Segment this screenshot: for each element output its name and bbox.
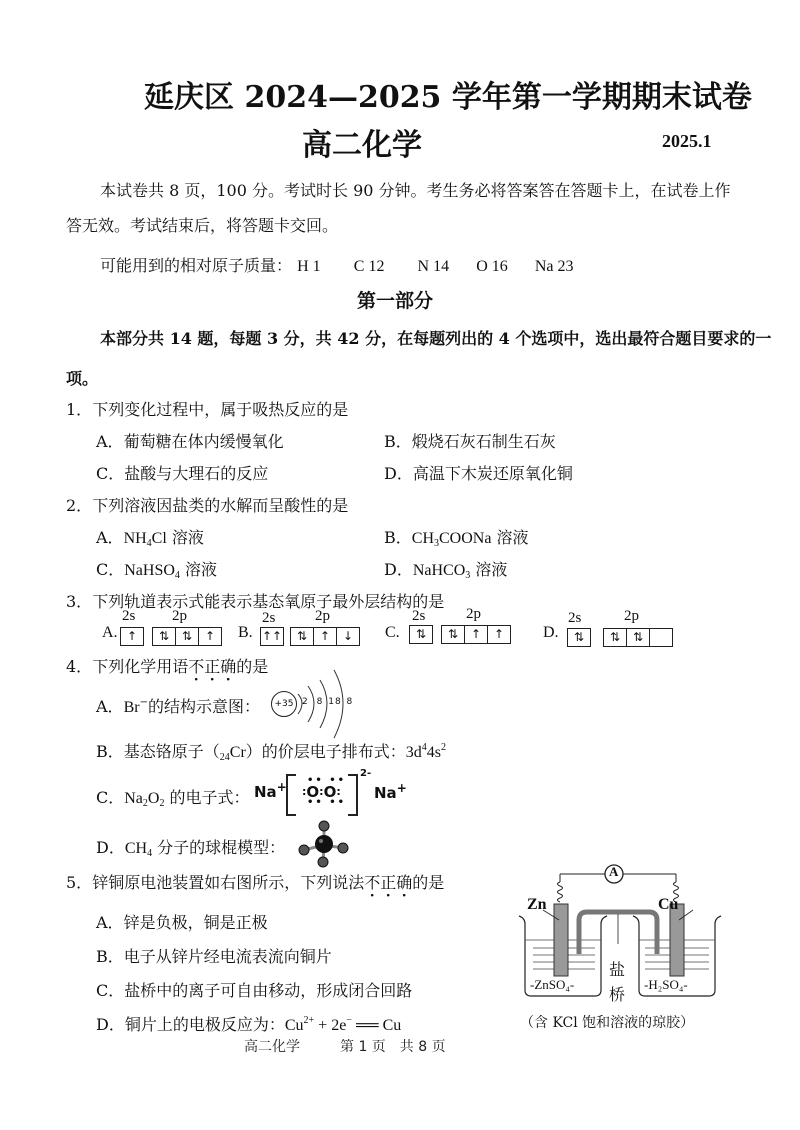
question-stem: 锌铜原电池装置如右图所示，下列说法: [92, 873, 365, 892]
electron-dots-bottom: •• ••: [307, 797, 347, 808]
formula: Cl: [151, 530, 167, 547]
cation-right: [374, 781, 407, 802]
shell-count: 8: [316, 697, 324, 707]
orbital-box: ↑: [126, 629, 138, 643]
q2-option-c[interactable]: [96, 557, 217, 580]
cation-charge: +: [396, 781, 407, 795]
orbital-box: ↓: [342, 629, 354, 643]
element-symbol: Cr: [229, 744, 246, 761]
emphasis-char: 确: [220, 657, 237, 676]
left-solution-label: -ZnSO₄-: [530, 977, 575, 992]
question-stem: 的是: [236, 657, 269, 676]
equation: Cu: [284, 1017, 304, 1034]
option-text: 盐酸与大理石的反应: [124, 464, 269, 483]
emphasis-char: 不: [188, 657, 205, 676]
atomic-mass-h: H 1: [297, 258, 321, 275]
instructions-line-1: 本试卷共 8 页，100 分。考试时长 90 分钟。考生务必将答案答在答题卡上，在试卷上作: [100, 181, 731, 200]
option-letter: A．: [96, 528, 124, 547]
option-letter: C．: [96, 981, 125, 1000]
peroxide-ion: :O:O:: [302, 783, 341, 801]
option-letter: D．: [384, 560, 413, 579]
atomic-mass-o: O 16: [476, 258, 508, 275]
emphasis-char: 不: [364, 873, 381, 892]
orbital-box: ⇅: [153, 628, 176, 645]
subscript: 24: [219, 752, 230, 763]
question-number: 2．: [66, 496, 93, 515]
footer-page-number: 第 1 页 共 8 页: [340, 1039, 446, 1055]
subscript: 4: [146, 538, 152, 549]
option-text: 高温下木炭还原氧化铜: [412, 464, 573, 483]
option-letter: D．: [96, 1015, 125, 1034]
orbital-label-2s: 2s: [412, 608, 426, 624]
ch4-ball-stick-model-icon: [298, 820, 350, 868]
superscript: 4: [421, 742, 427, 753]
orbital-box: ⇅: [573, 630, 585, 644]
oxygen-atom: O: [323, 783, 337, 801]
orbital-label-2s: 2s: [262, 610, 276, 626]
option-letter: B．: [384, 432, 412, 451]
orbital-2p-boxes: [441, 625, 511, 644]
superscript: −: [346, 1015, 352, 1026]
option-letter: B．: [384, 528, 412, 547]
orbital-box: ↑↑: [261, 629, 283, 643]
q1-option-d[interactable]: [384, 461, 573, 484]
equation: ══ Cu: [351, 1017, 402, 1034]
option-text: 盐桥中的离子可自由移动，形成闭合回路: [124, 981, 413, 1000]
orbital-2p-boxes: [290, 627, 360, 646]
superscript: −: [139, 697, 148, 708]
formula: Na: [124, 790, 143, 807]
ion-charge: 2-: [360, 768, 372, 779]
atomic-mass-na: Na 23: [534, 258, 574, 275]
orbital-label-2s: 2s: [122, 608, 136, 624]
formula: NaHSO: [124, 562, 175, 579]
cation-symbol: Na: [254, 783, 277, 801]
shell-count: 2: [302, 697, 309, 707]
zinc-electrode-label: Zn: [527, 896, 547, 913]
orbital-box: ⇅: [604, 629, 627, 646]
q2-option-a[interactable]: [96, 525, 204, 548]
orbital-box: ↑: [465, 626, 488, 643]
config: 4s: [426, 744, 442, 761]
orbital-box: ⇅: [291, 628, 314, 645]
option-letter: C.: [385, 624, 400, 641]
question-number: 4．: [66, 657, 93, 676]
formula: NH: [123, 530, 147, 547]
orbital-label-2s: 2s: [568, 610, 582, 626]
option-letter: A．: [96, 697, 124, 716]
option-text: 的结构示意图：: [147, 697, 260, 716]
exam-date: 2025.1: [662, 131, 712, 151]
option-text: 溶液: [470, 560, 508, 579]
config: 3d: [405, 744, 422, 761]
orbital-2s-boxes: [409, 625, 433, 644]
formula: O: [147, 790, 160, 807]
formula: COONa: [439, 530, 492, 547]
equation: + 2e: [314, 1017, 347, 1034]
option-text: 铜片上的电极反应为：: [124, 1015, 285, 1034]
figure-caption: （含 KCl 饱和溶液的琼胶）: [520, 1015, 695, 1031]
ion-symbol: Br: [123, 699, 140, 716]
orbital-label-2p: 2p: [172, 608, 187, 624]
option-letter: D．: [384, 464, 413, 483]
orbital-box: ↑: [493, 627, 505, 641]
option-letter: D．: [96, 838, 125, 857]
question-stem: 的是: [412, 873, 445, 892]
subscript: 3: [434, 538, 439, 549]
subscript: 2: [142, 798, 148, 809]
orbital-2s-boxes: [260, 627, 284, 646]
q2-option-b[interactable]: [384, 525, 529, 548]
option-letter: A.: [102, 624, 118, 641]
orbital-2p-boxes: [603, 628, 673, 647]
q2-option-d[interactable]: [384, 557, 507, 580]
right-solution-label: -H₂SO₄-: [644, 977, 688, 992]
nucleus-charge: +35: [274, 699, 294, 709]
option-text: 葡萄糖在体内缓慢氧化: [123, 432, 284, 451]
subscript: 3: [465, 570, 471, 581]
shell-count: 18: [328, 697, 342, 707]
atomic-mass-n: N 14: [417, 258, 450, 275]
q4-option-d[interactable]: [96, 835, 285, 858]
option-letter: B．: [96, 742, 124, 761]
salt-bridge-label-1: 盐: [609, 960, 626, 979]
q4-option-a[interactable]: [96, 694, 260, 717]
orbital-box: ⇅: [627, 629, 650, 646]
part-heading: 第一部分: [357, 290, 434, 312]
orbital-box: ↑: [204, 629, 216, 643]
formula: CH: [124, 840, 148, 857]
subscript: 4: [174, 570, 180, 581]
q4-option-b[interactable]: [96, 739, 446, 762]
atomic-mass-line: [100, 253, 574, 276]
atomic-mass-c: C 12: [353, 258, 385, 275]
orbital-box: ⇅: [176, 628, 199, 645]
orbital-label-2p: 2p: [624, 608, 639, 624]
right-bracket: [348, 774, 358, 816]
subscript: 4: [147, 848, 153, 859]
question-stem: 下列轨道表示式能表示基态氧原子最外层结构的是: [92, 592, 445, 611]
formula: CH: [411, 530, 434, 547]
oxygen-atom: O: [306, 783, 320, 801]
orbital-box: [650, 629, 672, 646]
orbital-box: ↑: [314, 628, 337, 645]
question-number: 1．: [66, 400, 93, 419]
option-letter: B．: [96, 947, 124, 966]
shell-electrons: [302, 697, 353, 707]
superscript: 2: [441, 742, 447, 753]
left-bracket: [286, 774, 296, 816]
option-text: 的电子式：: [164, 788, 250, 807]
orbital-label-2p: 2p: [315, 608, 330, 624]
q1-option-c[interactable]: [96, 461, 268, 484]
atomic-mass-label: 可能用到的相对原子质量：: [100, 256, 293, 275]
footer-subject: 高二化学: [244, 1039, 300, 1055]
q5-option-b[interactable]: [96, 944, 332, 967]
formula: NaHCO: [412, 562, 466, 579]
question-2: [66, 493, 348, 516]
question-1: [66, 397, 348, 420]
orbital-box: ⇅: [415, 627, 427, 641]
emphasis-char: 正: [380, 873, 397, 892]
orbital-2s-boxes: [120, 627, 144, 646]
cation-symbol: Na: [374, 784, 397, 802]
option-letter: C．: [96, 788, 125, 807]
option-text: ）的价层电子排布式：: [245, 742, 406, 761]
electron-dots-top: •• ••: [307, 775, 347, 786]
option-letter: A．: [96, 913, 124, 932]
subscript: 2: [159, 798, 165, 809]
cation-charge: +: [276, 780, 287, 794]
emphasis-char: 确: [396, 873, 413, 892]
option-text: 电子从锌片经电流表流向铜片: [123, 947, 332, 966]
question-5: [66, 870, 444, 893]
question-number: 3．: [66, 592, 93, 611]
orbital-label-2p: 2p: [466, 606, 481, 622]
q5-option-d[interactable]: [96, 1012, 401, 1035]
option-letter: A．: [96, 432, 124, 451]
cation-left: [254, 780, 287, 801]
option-text: 锌是负极，铜是正极: [123, 913, 268, 932]
exam-title: 延庆区 2024—2025 学年第一学期期末试卷: [144, 80, 752, 115]
q4-option-c[interactable]: [96, 785, 250, 808]
part-intro-line-2: 项。: [66, 369, 99, 388]
superscript: 2+: [303, 1015, 315, 1026]
copper-electrode-label: Cu: [658, 896, 679, 913]
option-letter: C．: [96, 464, 125, 483]
option-letter: D.: [543, 624, 559, 641]
q1-option-a[interactable]: [96, 429, 284, 452]
salt-bridge-label-2: 桥: [609, 985, 626, 1004]
option-text: 溶液: [179, 560, 218, 579]
q5-option-c[interactable]: [96, 978, 412, 1001]
instructions-line-2: 答无效。考试结束后，将答题卡交回。: [66, 216, 339, 235]
question-stem: 下列变化过程中，属于吸热反应的是: [92, 400, 349, 419]
option-letter: B.: [238, 624, 253, 641]
shell-count: 8: [346, 697, 354, 707]
emphasis-char: 正: [204, 657, 221, 676]
question-stem: 下列化学用语: [92, 657, 189, 676]
question-4: [66, 654, 268, 677]
part-intro-line-1: 本部分共 14 题，每题 3 分，共 42 分，在每题列出的 4 个选项中，选出最符合题目要求的一: [100, 329, 772, 348]
ammeter-label: A: [609, 864, 619, 879]
exam-subject: 高二化学: [302, 128, 422, 163]
option-letter: C．: [96, 560, 125, 579]
option-text: 基态铬原子（: [123, 742, 220, 761]
orbital-2s-boxes: [567, 628, 591, 647]
orbital-2p-boxes: [152, 627, 222, 646]
q1-option-b[interactable]: [384, 429, 556, 452]
q5-option-a[interactable]: [96, 910, 268, 933]
option-text: 煅烧石灰石制生石灰: [411, 432, 556, 451]
option-text: 溶液: [491, 528, 529, 547]
option-text: 分子的球棍模型：: [152, 838, 286, 857]
orbital-box: ⇅: [442, 626, 465, 643]
option-text: 溶液: [166, 528, 204, 547]
question-number: 5．: [66, 873, 93, 892]
question-stem: 下列溶液因盐类的水解而呈酸性的是: [92, 496, 349, 515]
